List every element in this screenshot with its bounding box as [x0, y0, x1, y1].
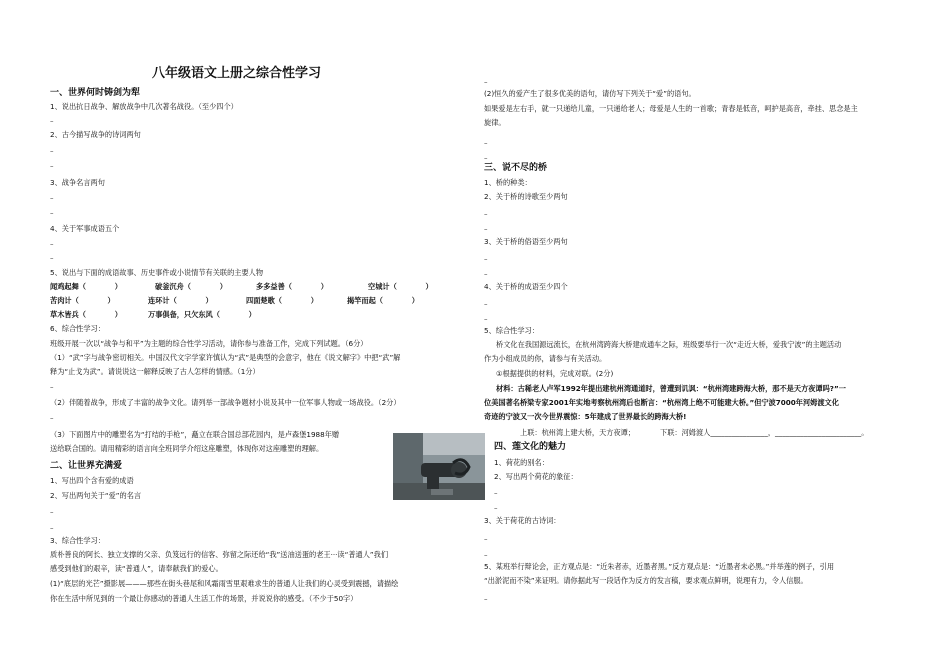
question-3-3: 3、关于桥的俗语至少两句 [484, 237, 568, 246]
material-line-b: 位美国著名桥梁专家2001年实地考察杭州湾后也断言：“杭州湾上绝不可能建大桥。”但宁波7000年河姆渡文化 [484, 398, 839, 407]
question-2-3-1-line-a: (1)“底层的光芒”摄影展———那些在街头巷尾和风霜雨雪里艰难求生的普通人让我们的心灵受到震撼，请描绘 [50, 579, 399, 588]
question-3-5-1: ①根据提供的材料，完成对联。(2分) [496, 369, 614, 378]
question-4-1: 1、荷花的别名： [494, 458, 549, 467]
question-1-6-1-line-b: 释为“止戈为武”。请说说这一解释反映了古人怎样的情感。（1分） [50, 367, 260, 376]
question-3-4: 4、关于桥的成语至少四个 [484, 282, 568, 291]
question-2-3-para-a: 质朴善良的阿长、独立支撑的父亲、负笈远行的信客、弥留之际还给“我”送油送蛋的老王···读“普通人”我们 [50, 550, 389, 559]
answer-line: – [50, 209, 54, 217]
question-3-5-intro-a: 桥文化在我国源远流长，在杭州湾跨海大桥建成通车之际，班级要举行一次“走近大桥，爱我宁波”的主题活动 [496, 340, 842, 349]
question-1-1: 1、说出抗日战争、解放战争中几次著名战役。（至少四个） [50, 102, 238, 111]
question-1-6-2: （2）伴随着战争，形成了丰富的战争文化。请列举一部战争题材小说及其中一位军事人物或一场战役。（2分） [50, 398, 401, 407]
question-1-6: 6、综合性学习： [50, 324, 105, 333]
idiom-9: 草木皆兵（ ） [50, 310, 122, 319]
question-2-3-2-example-a: 如果爱是左右手，就一只递给儿童，一只递给老人；母爱是人生的一首歌；青春是低音，呵护是高音，牵挂、思念是主 [484, 104, 858, 113]
question-1-2: 2、古今描写战争的诗词两句 [50, 130, 141, 139]
question-2-1: 1、写出四个含有爱的成语 [50, 476, 134, 485]
answer-line: – [484, 551, 488, 559]
answer-line: – [50, 254, 54, 262]
section-2-heading: 二、让世界充满爱 [50, 461, 123, 471]
question-3-2: 2、关于桥的诗歌至少两句 [484, 192, 568, 201]
question-4-5-line-a: 5、某班举行辩论会，正方观点是：“近朱者赤，近墨者黑。”反方观点是：“近墨者未必黑。”并举莲的例子，引用 [484, 562, 835, 571]
question-3-5: 5、综合性学习： [484, 326, 539, 335]
answer-line: – [484, 78, 488, 86]
answer-line: – [484, 270, 488, 278]
idiom-8: 揭竿而起（ ） [347, 296, 419, 305]
idiom-4: 空城计（ ） [368, 282, 433, 291]
answer-line: – [484, 300, 488, 308]
question-1-6-intro: 班级开展一次以“战争与和平”为主题的综合性学习活动，请你参与准备工作，完成下列试题。（6分） [50, 339, 368, 348]
answer-line: – [50, 147, 54, 155]
idiom-1: 闻鸡起舞（ ） [50, 282, 122, 291]
section-1-heading: 一、世界何时铸剑为犁 [50, 88, 141, 98]
question-4-2: 2、写出两个荷花的象征： [494, 472, 578, 481]
question-1-6-1-line-a: （1）“武”字与战争密切相关。中国汉代文字学家许慎认为“武”是典型的会意字，他在《说文解字》中把“武”解 [50, 353, 401, 362]
answer-line: – [50, 508, 54, 516]
answer-line: – [50, 194, 54, 202]
idiom-5: 苦肉计（ ） [50, 296, 115, 305]
question-3-5-intro-b: 作为小组成员的你，请参与有关活动。 [484, 354, 607, 363]
knotted-gun-sculpture-photo [393, 433, 485, 500]
answer-line: – [50, 414, 54, 422]
answer-line: – [484, 315, 488, 323]
couplet-upper: 上联：杭州湾上建大桥，天方夜谭； [520, 428, 636, 437]
question-4-3: 3、关于荷花的古诗词： [484, 516, 561, 525]
material-line-a: 材料：古稀老人卢军1992年提出建杭州湾通道时，曾遭到讥讽：“杭州湾建跨海大桥，那不是天方夜谭吗?”一 [496, 384, 846, 393]
sculpture-photo-icon [393, 433, 485, 500]
answer-line: – [484, 225, 488, 233]
answer-line: – [484, 255, 488, 263]
idiom-7: 四面楚歌（ ） [246, 296, 318, 305]
question-3-1: 1、桥的种类： [484, 178, 532, 187]
answer-line: – [484, 535, 488, 543]
question-1-5: 5、说出与下面的成语故事、历史事件或小说情节有关联的主要人物 [50, 268, 264, 277]
material-line-c: 奇迹的宁波又一次今世界震惊：5年建成了世界最长的跨海大桥! [484, 412, 687, 421]
question-2-3-para-b: 感受到他们的艰辛，读“普通人”，请奉献我们的爱心。 [50, 564, 223, 573]
question-2-3-2-example-b: 旋律。 [484, 118, 506, 127]
question-2-3-2: (2)恒久的爱产生了很多优美的语句，请仿写下列关于“爱”的语句。 [484, 89, 696, 98]
answer-line: – [50, 240, 54, 248]
question-4-5-line-b: “出淤泥而不染”来证明。请你据此写一段话作为反方的发言稿，要求观点鲜明，说理有力，令人信服。 [484, 576, 808, 585]
question-1-6-3-line-a: （3）下面图片中的雕塑名为“打结的手枪”，矗立在联合国总部花园内，是卢森堡1988年赠 [50, 430, 340, 439]
answer-line: – [50, 524, 54, 532]
page-title: 八年级语文上册之综合性学习 [152, 66, 322, 81]
answer-line: – [484, 154, 488, 162]
question-2-3: 3、综合性学习： [50, 536, 105, 545]
idiom-6: 连环计（ ） [148, 296, 213, 305]
question-1-4: 4、关于军事成语五个 [50, 224, 120, 233]
answer-line: – [484, 139, 488, 147]
answer-line: – [50, 117, 54, 125]
idiom-10: 万事俱备，只欠东风（ ） [148, 310, 256, 319]
answer-line: – [484, 210, 488, 218]
section-3-heading: 三、说不尽的桥 [484, 163, 548, 173]
answer-line: – [50, 383, 54, 391]
idiom-2: 破釜沉舟（ ） [155, 282, 227, 291]
answer-line: – [484, 595, 488, 603]
idiom-3: 多多益善（ ） [256, 282, 328, 291]
couplet-lower: 下联：河姆渡人________________，________________________。 [660, 428, 869, 437]
question-2-2: 2、写出两句关于“爱”的名言 [50, 491, 142, 500]
answer-line: – [50, 162, 54, 170]
answer-line: – [494, 489, 498, 497]
section-4-heading: 四、莲文化的魅力 [494, 442, 567, 452]
question-1-3: 3、战争名言两句 [50, 178, 105, 187]
answer-line: – [494, 504, 498, 512]
question-1-6-3-line-b: 送给联合国的。请用精彩的语言向全班同学介绍这座雕塑，体现你对这座雕塑的理解。 [50, 444, 324, 453]
question-2-3-1-line-b: 你在生活中所见到的一个最让你感动的普通人生活工作的场景，并说说你的感受。（不少于50字） [50, 594, 358, 603]
